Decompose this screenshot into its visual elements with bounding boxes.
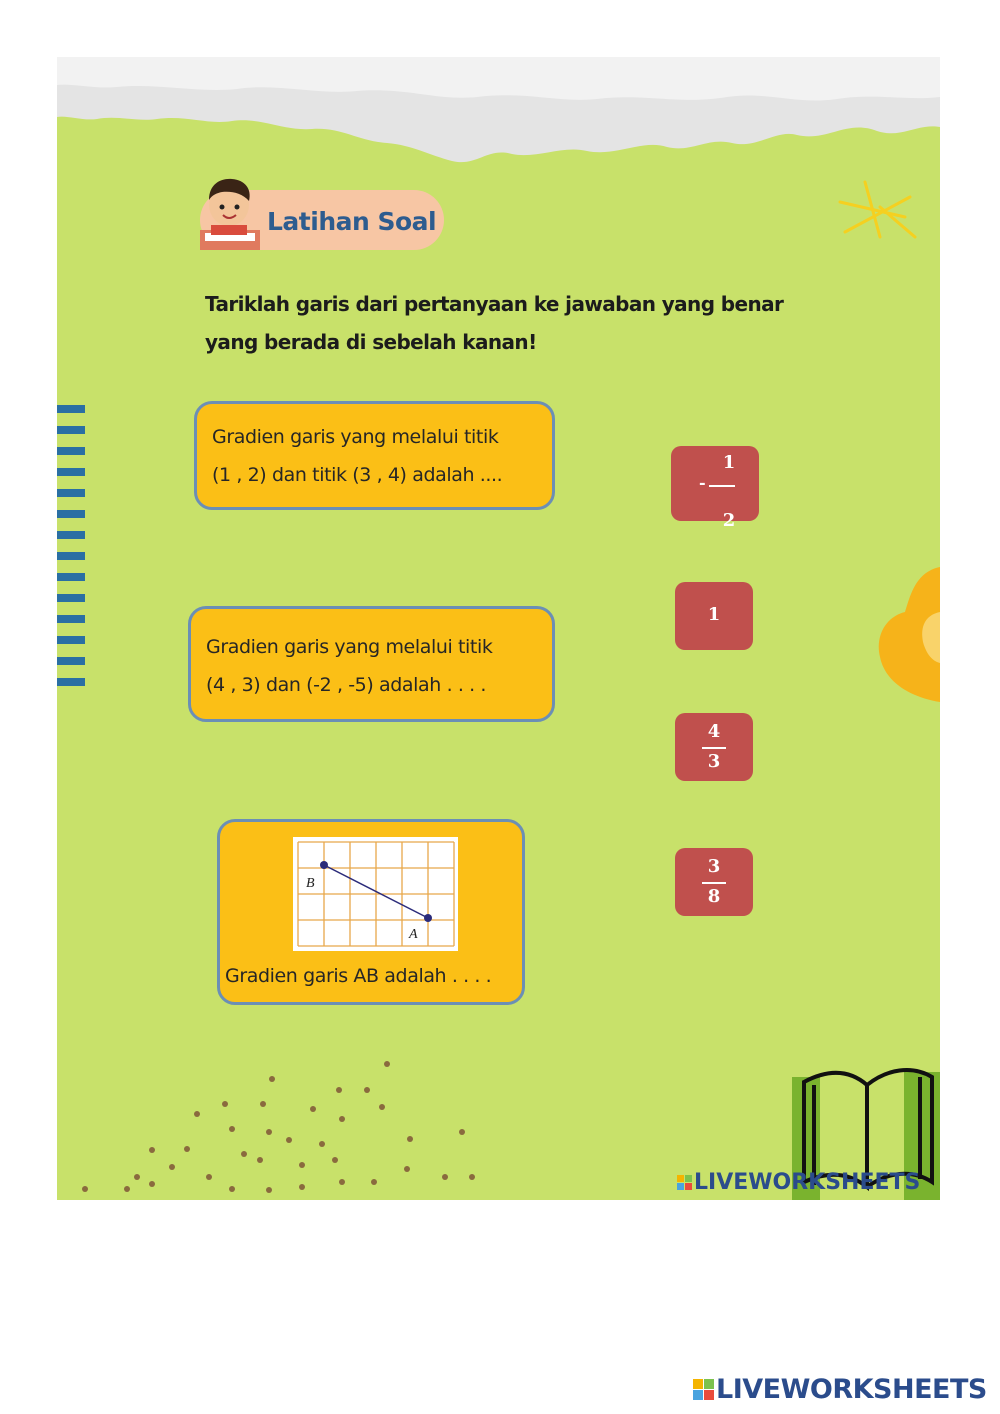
answer-denominator: 8 <box>707 886 721 907</box>
question-card-2[interactable] <box>188 606 555 722</box>
watermark-text: LIVEWORKSHEETS <box>694 1170 921 1195</box>
worksheet-page <box>57 57 940 1200</box>
answer-card-1[interactable] <box>671 446 759 531</box>
question-text: Gradien garis yang melalui titik <box>212 426 499 448</box>
minus-sign: - <box>699 473 706 492</box>
question-text: Gradien garis yang melalui titik <box>206 636 493 658</box>
answer-numerator: 1 <box>722 452 736 473</box>
stripe-decoration <box>57 405 85 699</box>
point-a-label: A <box>409 927 418 942</box>
dot-pattern-decoration <box>77 1047 517 1197</box>
liveworksheets-logo-icon <box>693 1379 714 1400</box>
answer-value: 1 <box>707 604 721 625</box>
footer-logo-text: LIVEWORKSHEETS <box>716 1374 987 1405</box>
question-text: Gradien garis AB adalah . . . . <box>225 965 492 987</box>
instruction-text <box>205 285 805 361</box>
liveworksheets-watermark <box>677 1170 920 1195</box>
question-card-1[interactable] <box>194 401 555 510</box>
orange-blob-decoration <box>875 567 940 702</box>
liveworksheets-footer-logo[interactable] <box>693 1374 987 1405</box>
answer-denominator: 2 <box>722 510 736 531</box>
answer-denominator: 3 <box>707 751 721 772</box>
torn-paper-decoration <box>57 57 940 227</box>
liveworksheets-logo-icon <box>677 1175 692 1190</box>
answer-numerator: 3 <box>707 856 721 877</box>
answer-card-2[interactable] <box>675 582 753 650</box>
answer-card-3[interactable] <box>675 713 753 781</box>
answer-card-4[interactable] <box>675 848 753 916</box>
coordinate-grid <box>293 837 458 951</box>
instruction-line: Tariklah garis dari pertanyaan ke jawaban yang benar <box>205 292 784 316</box>
question-text: (4 , 3) dan (-2 , -5) adalah . . . . <box>206 674 487 696</box>
point-b-label: B <box>306 876 315 891</box>
question-card-3[interactable] <box>217 819 525 1005</box>
boy-mascot-icon <box>197 175 262 255</box>
page-title: Latihan Soal <box>267 207 437 236</box>
question-text: (1 , 2) dan titik (3 , 4) adalah .... <box>212 464 503 486</box>
instruction-line: yang berada di sebelah kanan! <box>205 330 537 354</box>
star-doodle-icon <box>835 177 920 262</box>
answer-numerator: 4 <box>707 721 721 742</box>
